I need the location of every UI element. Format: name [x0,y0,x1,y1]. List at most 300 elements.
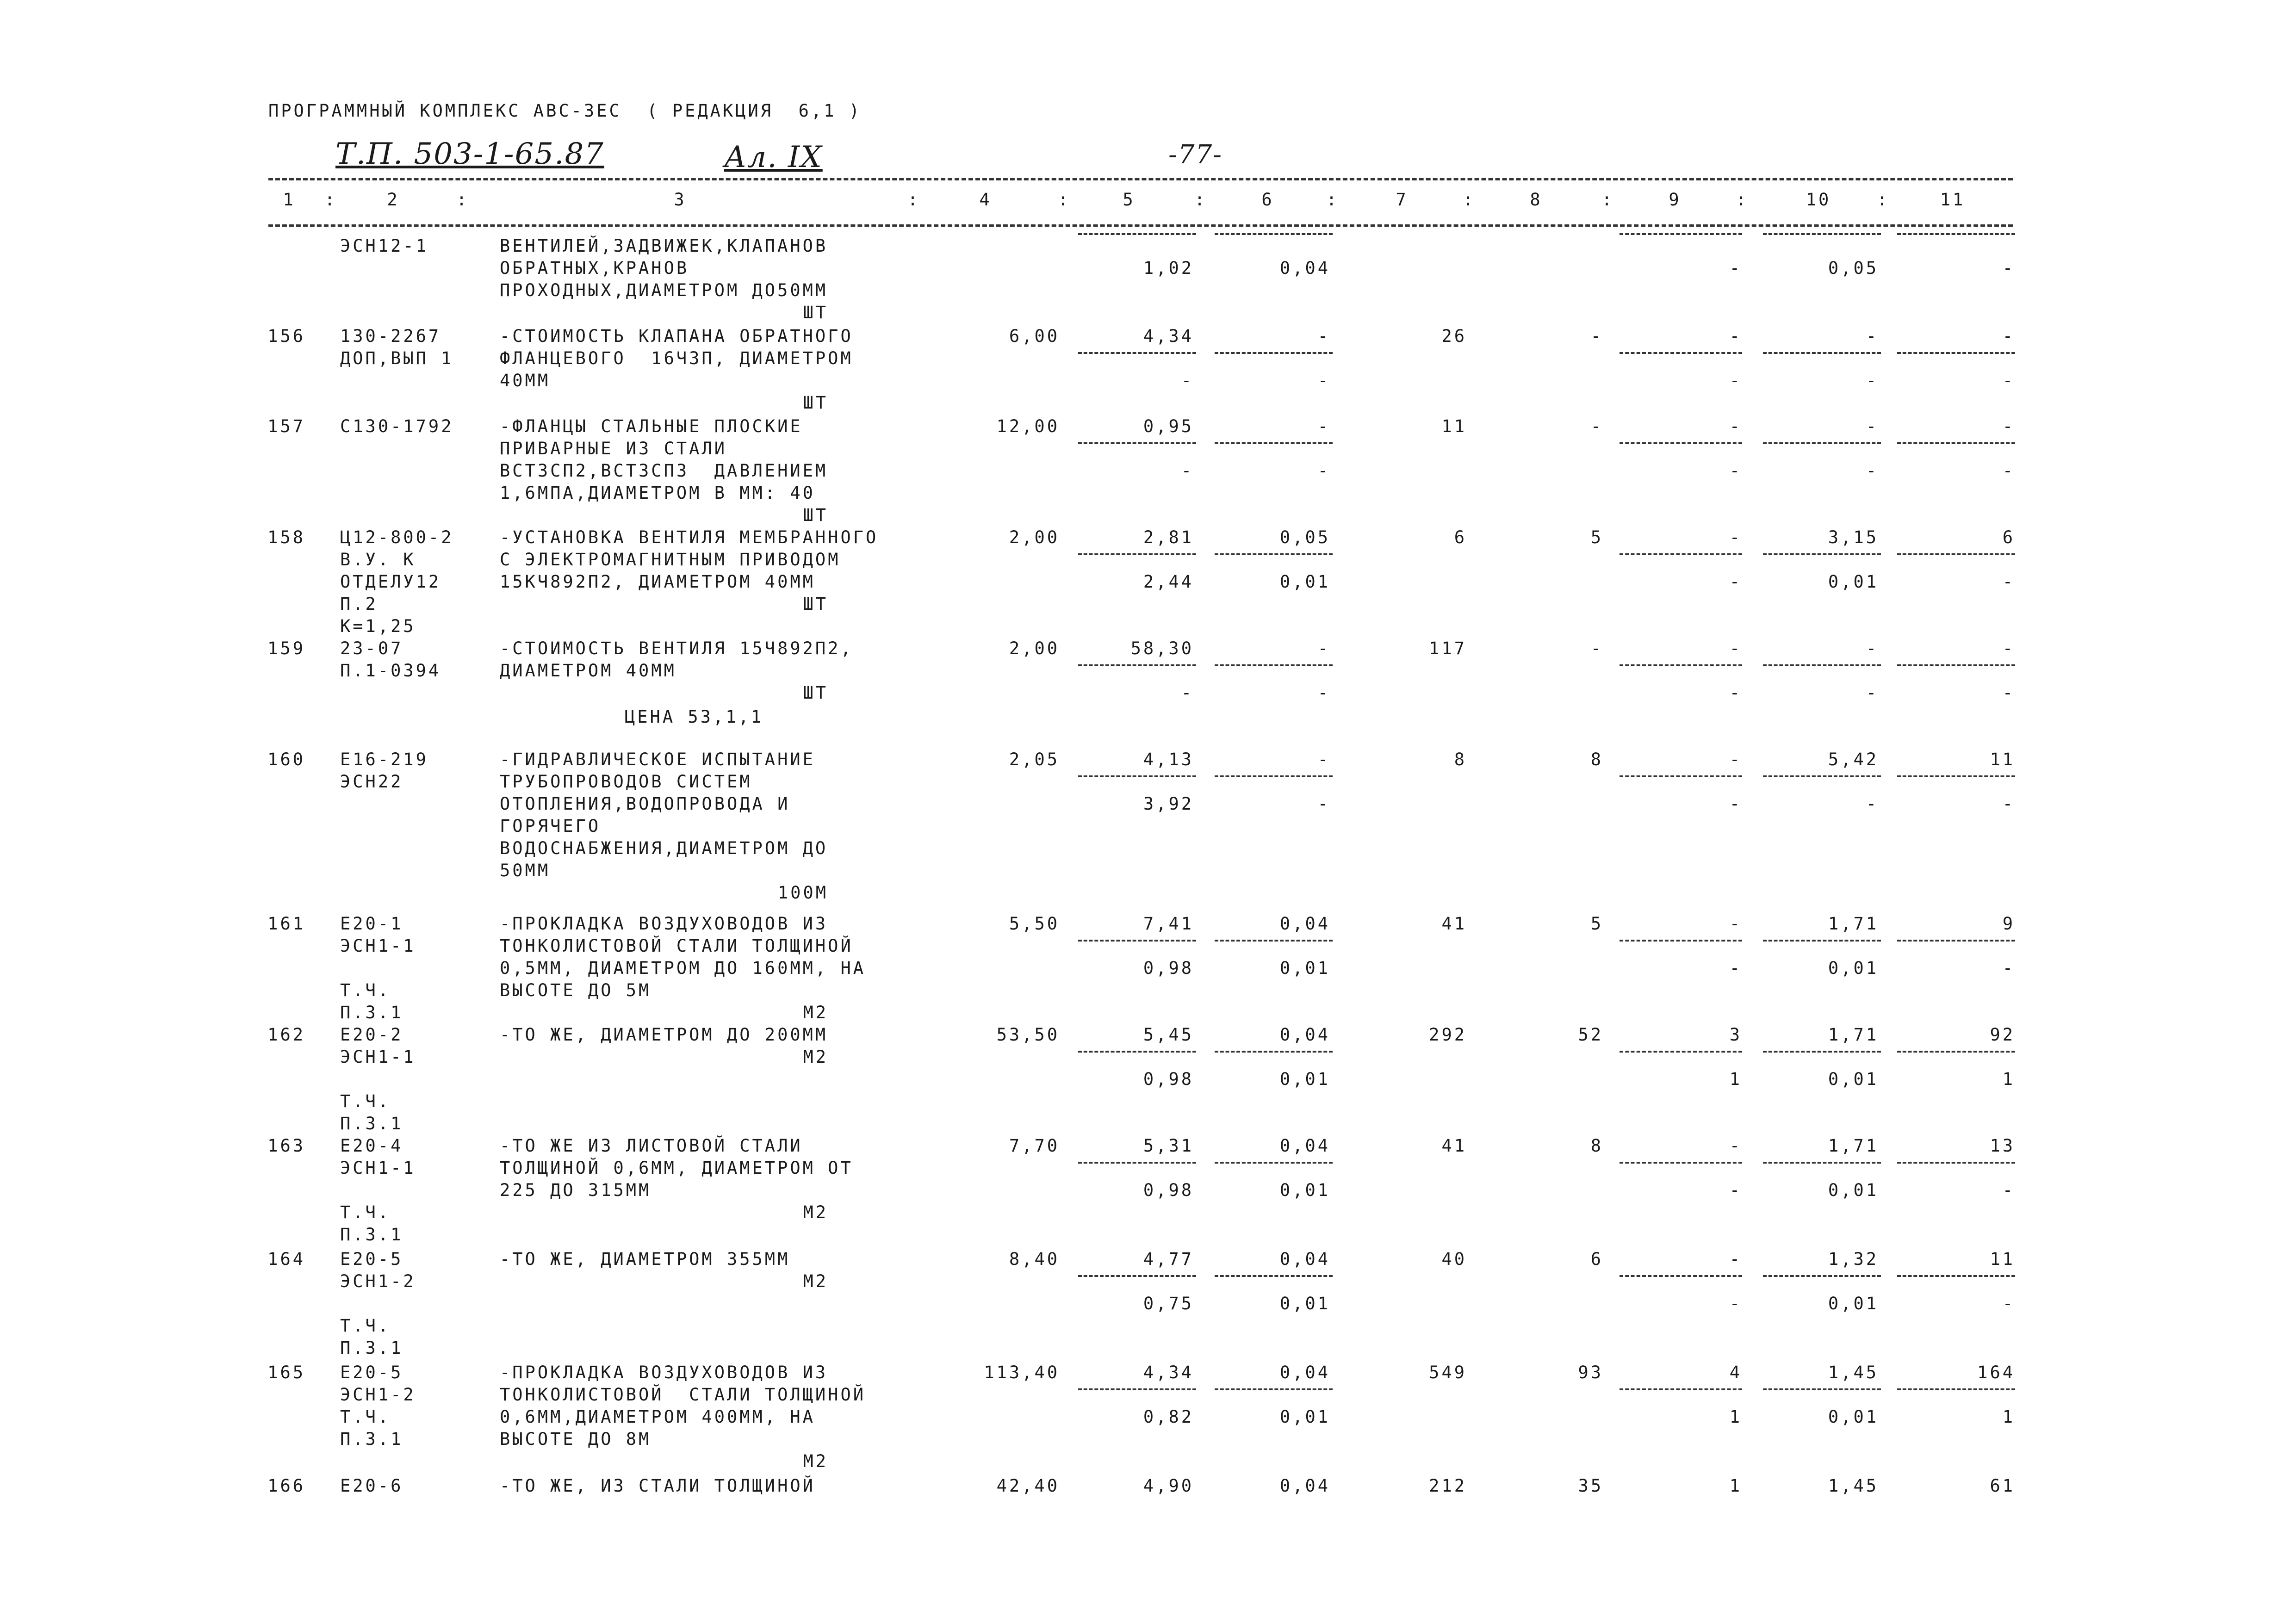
qty-cell: 53,50 [996,1025,1060,1045]
col9-cell: - [1729,416,1742,436]
row-description: -ПРОКЛАДКА ВОЗДУХОВОДОВ ИЗ [500,1363,828,1382]
col10-cell: 1,32 [1828,1249,1879,1269]
total-cost-cell: 549 [1429,1363,1467,1382]
total-wage-cell: - [1590,326,1603,346]
unit-cost-cell: 58,30 [1130,638,1194,658]
row-description: 15КЧ892П2, ДИАМЕТРОМ 40ММ [500,572,815,592]
col11-cell: 6 [2002,527,2015,547]
col11-sub-cell: - [2002,794,2015,814]
total-wage-cell: 52 [1578,1025,1603,1045]
col9-sub-cell: - [1729,683,1742,703]
split-rule-c5 [1078,442,1196,444]
album-handwritten: Ал. IX [724,140,823,174]
wage-sub-cell: 0,01 [1279,1180,1330,1200]
col10-cell: 1,71 [1828,1025,1879,1045]
row-code: Т.Ч. [340,1202,391,1222]
row-code: Т.Ч. [340,1316,391,1336]
column-header-10: 10 [1806,190,1831,210]
row-unit: ШТ [803,303,828,322]
row-code: Е20-6 [340,1476,403,1496]
column-separator: : [907,190,920,210]
split-rule-c9 [1620,1051,1742,1053]
col11-sub-cell: - [2002,371,2015,390]
wage-sub-cell: - [1317,683,1330,703]
split-rule-c9 [1620,664,1742,666]
total-wage-cell: 5 [1590,527,1603,547]
row-description: 50ММ [500,861,551,880]
row-description: -ТО ЖЕ, ДИАМЕТРОМ 355ММ [500,1249,790,1269]
col10-sub-cell: 0,05 [1828,258,1879,278]
wage-cell: - [1317,638,1330,658]
column-separator: : [1463,190,1476,210]
split-rule-c11 [1897,940,2015,942]
col9-cell: - [1729,1136,1742,1156]
split-rule-c6 [1215,940,1333,942]
wage-sub-cell: 0,01 [1279,1407,1330,1427]
row-code: 130-2267 [340,326,441,346]
split-rule-c5 [1078,352,1196,354]
unit-cost-sub-cell: 2,44 [1143,572,1194,592]
split-rule-c6 [1215,1275,1333,1277]
row-number: 161 [267,914,305,934]
wage-cell: 0,04 [1279,914,1330,934]
col10-sub-cell: - [1866,683,1879,703]
col9-sub-cell: - [1729,371,1742,390]
col11-sub-cell: - [2002,258,2015,278]
split-rule-c5 [1078,553,1196,555]
col10-cell: 5,42 [1828,750,1879,769]
unit-cost-cell: 2,81 [1143,527,1194,547]
split-rule-c11 [1897,775,2015,777]
row-code: П.2 [340,594,378,614]
column-separator: : [324,190,337,210]
row-code: ЭСН1-1 [340,1047,416,1067]
row-description: 40ММ [500,371,551,390]
unit-cost-sub-cell: 0,82 [1143,1407,1194,1427]
wage-cell: 0,04 [1279,1476,1330,1496]
row-description: ВЫСОТЕ ДО 8М [500,1429,652,1449]
split-rule-c5 [1078,1388,1196,1390]
wage-cell: 0,04 [1279,1025,1330,1045]
column-header-7: 7 [1396,190,1409,210]
row-price-ref: ЦЕНА 53,1,1 [625,707,764,727]
split-rule-c11 [1897,1388,2015,1390]
total-cost-cell: 41 [1441,914,1467,934]
row-code: ЭСН1-2 [340,1271,416,1291]
row-unit: ШТ [803,594,828,614]
row-description: ОТОПЛЕНИЯ,ВОДОПРОВОДА И [500,794,790,814]
unit-cost-sub-cell: 1,02 [1143,258,1194,278]
qty-cell: 42,40 [996,1476,1060,1496]
row-code: П.3.1 [340,1338,403,1358]
split-rule-c11 [1897,1162,2015,1164]
row-unit: М2 [803,1047,828,1067]
row-code: П.3.1 [340,1114,403,1134]
row-code: Е20-4 [340,1136,403,1156]
column-separator: : [1326,190,1339,210]
row-description: ПРИВАРНЫЕ ИЗ СТАЛИ [500,439,727,458]
wage-sub-cell: 0,04 [1279,258,1330,278]
split-rule-c11 [1897,442,2015,444]
col10-sub-cell: 0,01 [1828,1294,1879,1313]
wage-cell: 0,04 [1279,1249,1330,1269]
row-description: ТОНКОЛИСТОВОЙ СТАЛИ ТОЛЩИНОЙ [500,1385,866,1405]
col10-cell: 1,71 [1828,914,1879,934]
unit-cost-cell: 4,13 [1143,750,1194,769]
wage-sub-cell: - [1317,371,1330,390]
col9-cell: - [1729,1249,1742,1269]
row-code: С130-1792 [340,416,454,436]
row-description: -ПРОКЛАДКА ВОЗДУХОВОДОВ ИЗ [500,914,828,934]
qty-cell: 12,00 [996,416,1060,436]
split-rule-c11 [1897,553,2015,555]
header-top-rule [268,178,2013,180]
col11-sub-cell: - [2002,958,2015,978]
col11-sub-cell: - [2002,1180,2015,1200]
split-rule-c5 [1078,233,1196,235]
col11-sub-cell: - [2002,683,2015,703]
header-bottom-rule [268,224,2013,227]
col10-sub-cell: - [1866,461,1879,481]
total-wage-cell: 6 [1590,1249,1603,1269]
split-rule-c11 [1897,352,2015,354]
wage-sub-cell: 0,01 [1279,572,1330,592]
row-code: П.3.1 [340,1429,403,1449]
col11-cell: 92 [1990,1025,2015,1045]
row-code: Е20-2 [340,1025,403,1045]
split-rule-c9 [1620,940,1742,942]
col10-sub-cell: 0,01 [1828,1180,1879,1200]
split-rule-c9 [1620,352,1742,354]
col9-sub-cell: - [1729,258,1742,278]
row-description: -ТО ЖЕ, ДИАМЕТРОМ ДО 200ММ [500,1025,828,1045]
row-code: Е20-5 [340,1249,403,1269]
wage-cell: 0,04 [1279,1136,1330,1156]
split-rule-c10 [1763,352,1881,354]
col11-sub-cell: 1 [2002,1407,2015,1427]
unit-cost-sub-cell: 0,98 [1143,1180,1194,1200]
unit-cost-sub-cell: 3,92 [1143,794,1194,814]
split-rule-c6 [1215,553,1333,555]
unit-cost-cell: 4,34 [1143,1363,1194,1382]
qty-cell: 7,70 [1009,1136,1060,1156]
row-number: 166 [267,1476,305,1496]
row-code: П.3.1 [340,1003,403,1022]
unit-cost-cell: 5,31 [1143,1136,1194,1156]
row-number: 157 [267,416,305,436]
col10-cell: - [1866,326,1879,346]
split-rule-c6 [1215,775,1333,777]
wage-sub-cell: 0,01 [1279,1294,1330,1313]
total-cost-cell: 26 [1441,326,1467,346]
col9-sub-cell: - [1729,958,1742,978]
col11-cell: 9 [2002,914,2015,934]
row-code: ЭСН1-2 [340,1385,416,1405]
row-description: -СТОИМОСТЬ ВЕНТИЛЯ 15Ч892П2, [500,638,853,658]
unit-cost-cell: 4,34 [1143,326,1194,346]
row-description: ВЫСОТЕ ДО 5М [500,980,652,1000]
row-code: Т.Ч. [340,1091,391,1111]
split-rule-c10 [1763,233,1881,235]
split-rule-c5 [1078,1162,1196,1164]
row-code: П.1-0394 [340,661,441,681]
col9-sub-cell: - [1729,461,1742,481]
row-code: В.У. К [340,550,416,570]
row-description: ОБРАТНЫХ,КРАНОВ [500,258,689,278]
row-description: 225 ДО 315ММ [500,1180,652,1200]
total-cost-cell: 6 [1454,527,1467,547]
split-rule-c10 [1763,940,1881,942]
row-description: ФЛАНЦЕВОГО 16Ч3П, ДИАМЕТРОМ [500,348,853,368]
column-header-6: 6 [1261,190,1274,210]
row-number: 165 [267,1363,305,1382]
total-cost-cell: 212 [1429,1476,1467,1496]
col10-sub-cell: - [1866,371,1879,390]
row-unit: 100М [777,883,828,903]
program-header: ПРОГРАММНЫЙ КОМПЛЕКС АВС-ЗЕС ( РЕДАКЦИЯ 6,1 ) [268,101,862,121]
row-description: 0,5ММ, ДИАМЕТРОМ ДО 160ММ, НА [500,958,866,978]
row-description: ДИАМЕТРОМ 40ММ [500,661,676,681]
column-header-2: 2 [387,190,400,210]
col10-cell: 3,15 [1828,527,1879,547]
qty-cell: 2,05 [1009,750,1060,769]
row-description: -ТО ЖЕ, ИЗ СТАЛИ ТОЛЩИНОЙ [500,1476,815,1496]
wage-cell: 0,05 [1279,527,1330,547]
column-header-9: 9 [1669,190,1682,210]
col10-cell: 1,71 [1828,1136,1879,1156]
row-description: -СТОИМОСТЬ КЛАПАНА ОБРАТНОГО [500,326,853,346]
row-description: ВОДОСНАБЖЕНИЯ,ДИАМЕТРОМ ДО [500,838,828,858]
total-cost-cell: 117 [1429,638,1467,658]
wage-sub-cell: 0,01 [1279,958,1330,978]
unit-cost-sub-cell: - [1181,461,1194,481]
col11-cell: - [2002,326,2015,346]
split-rule-c10 [1763,1275,1881,1277]
col9-cell: - [1729,914,1742,934]
row-description: -ФЛАНЦЫ СТАЛЬНЫЕ ПЛОСКИЕ [500,416,803,436]
column-header-3: 3 [674,190,687,210]
unit-cost-sub-cell: - [1181,371,1194,390]
qty-cell: 5,50 [1009,914,1060,934]
col11-sub-cell: - [2002,1294,2015,1313]
row-unit: ШТ [803,393,828,413]
wage-cell: 0,04 [1279,1363,1330,1382]
row-description: ТРУБОПРОВОДОВ СИСТЕМ [500,772,752,792]
row-code: Т.Ч. [340,1407,391,1427]
unit-cost-sub-cell: 0,75 [1143,1294,1194,1313]
split-rule-c9 [1620,553,1742,555]
column-header-11: 11 [1940,190,1966,210]
row-number: 163 [267,1136,305,1156]
row-unit: ШТ [803,683,828,703]
total-wage-cell: - [1590,638,1603,658]
column-separator: : [1736,190,1749,210]
col11-cell: - [2002,638,2015,658]
column-header-4: 4 [979,190,992,210]
row-number: 160 [267,750,305,769]
qty-cell: 8,40 [1009,1249,1060,1269]
row-code: 23-07 [340,638,403,658]
row-description: -УСТАНОВКА ВЕНТИЛЯ МЕМБРАННОГО [500,527,879,547]
row-number: 159 [267,638,305,658]
split-rule-c5 [1078,1051,1196,1053]
column-separator: : [1877,190,1890,210]
col9-sub-cell: - [1729,1294,1742,1313]
wage-cell: - [1317,326,1330,346]
qty-cell: 113,40 [984,1363,1060,1382]
total-wage-cell: 8 [1590,1136,1603,1156]
wage-cell: - [1317,416,1330,436]
split-rule-c9 [1620,233,1742,235]
split-rule-c6 [1215,1162,1333,1164]
unit-cost-cell: 5,45 [1143,1025,1194,1045]
col9-cell: - [1729,750,1742,769]
row-description: -ТО ЖЕ ИЗ ЛИСТОВОЙ СТАЛИ [500,1136,803,1156]
split-rule-c6 [1215,233,1333,235]
split-rule-c9 [1620,442,1742,444]
split-rule-c11 [1897,664,2015,666]
col11-cell: 11 [1990,1249,2015,1269]
row-code: ЭСН22 [340,772,403,792]
row-description: ВЕНТИЛЕЙ,ЗАДВИЖЕК,КЛАПАНОВ [500,236,828,256]
total-wage-cell: 5 [1590,914,1603,934]
total-wage-cell: 8 [1590,750,1603,769]
col11-cell: - [2002,416,2015,436]
row-unit: М2 [803,1003,828,1022]
wage-sub-cell: - [1317,461,1330,481]
col9-sub-cell: - [1729,1180,1742,1200]
split-rule-c5 [1078,940,1196,942]
split-rule-c11 [1897,1051,2015,1053]
split-rule-c5 [1078,664,1196,666]
split-rule-c10 [1763,553,1881,555]
row-description: -ГИДРАВЛИЧЕСКОЕ ИСПЫТАНИЕ [500,750,815,769]
col11-sub-cell: - [2002,572,2015,592]
row-unit: М2 [803,1202,828,1222]
row-description: ГОРЯЧЕГО [500,816,601,836]
row-unit: ШТ [803,505,828,525]
split-rule-c10 [1763,1388,1881,1390]
col11-sub-cell: 1 [2002,1069,2015,1089]
unit-cost-sub-cell: 0,98 [1143,1069,1194,1089]
row-code: ЭСН1-1 [340,1158,416,1178]
wage-cell: - [1317,750,1330,769]
column-separator: : [456,190,469,210]
unit-cost-cell: 0,95 [1143,416,1194,436]
split-rule-c10 [1763,442,1881,444]
qty-cell: 6,00 [1009,326,1060,346]
col10-sub-cell: 0,01 [1828,1069,1879,1089]
total-cost-cell: 292 [1429,1025,1467,1045]
wage-sub-cell: - [1317,794,1330,814]
split-rule-c11 [1897,1275,2015,1277]
split-rule-c5 [1078,775,1196,777]
split-rule-c10 [1763,1162,1881,1164]
col9-cell: - [1729,638,1742,658]
col9-cell: 3 [1729,1025,1742,1045]
col9-cell: - [1729,326,1742,346]
col11-cell: 164 [1977,1363,2015,1382]
col11-sub-cell: - [2002,461,2015,481]
col10-cell: - [1866,638,1879,658]
column-separator: : [1058,190,1071,210]
row-code: Е20-1 [340,914,403,934]
qty-cell: 2,00 [1009,638,1060,658]
total-wage-cell: 35 [1578,1476,1603,1496]
col9-sub-cell: - [1729,572,1742,592]
col9-cell: - [1729,527,1742,547]
col11-cell: 13 [1990,1136,2015,1156]
row-number: 158 [267,527,305,547]
row-code: Т.Ч. [340,980,391,1000]
row-number: 162 [267,1025,305,1045]
row-description: ТОНКОЛИСТОВОЙ СТАЛИ ТОЛЩИНОЙ [500,936,853,956]
row-code: ЭСН12-1 [340,236,428,256]
column-separator: : [1194,190,1207,210]
column-header-1: 1 [283,190,296,210]
col10-sub-cell: 0,01 [1828,572,1879,592]
col11-cell: 61 [1990,1476,2015,1496]
row-number: 156 [267,326,305,346]
col9-sub-cell: 1 [1729,1069,1742,1089]
doc-code-handwritten: Т.П. 503-1-65.87 [335,137,604,171]
split-rule-c11 [1897,233,2015,235]
unit-cost-cell: 4,90 [1143,1476,1194,1496]
row-description: ПРОХОДНЫХ,ДИАМЕТРОМ ДО50ММ [500,280,828,300]
column-header-5: 5 [1123,190,1136,210]
split-rule-c6 [1215,1051,1333,1053]
split-rule-c5 [1078,1275,1196,1277]
row-description: ТОЛЩИНОЙ 0,6ММ, ДИАМЕТРОМ ОТ [500,1158,853,1178]
row-description: ВСТ3СП2,ВСТ3СП3 ДАВЛЕНИЕМ [500,461,828,481]
row-description: С ЭЛЕКТРОМАГНИТНЫМ ПРИВОДОМ [500,550,841,570]
row-unit: М2 [803,1451,828,1471]
split-rule-c10 [1763,775,1881,777]
col10-sub-cell: 0,01 [1828,1407,1879,1427]
col9-cell: 1 [1729,1476,1742,1496]
wage-sub-cell: 0,01 [1279,1069,1330,1089]
total-cost-cell: 8 [1454,750,1467,769]
total-cost-cell: 41 [1441,1136,1467,1156]
unit-cost-sub-cell: - [1181,683,1194,703]
row-code: ДОП,ВЫП 1 [340,348,454,368]
row-code: П.3.1 [340,1225,403,1245]
total-cost-cell: 11 [1441,416,1467,436]
split-rule-c9 [1620,1275,1742,1277]
col10-cell: - [1866,416,1879,436]
row-code: ОТДЕЛУ12 [340,572,441,592]
row-code: ЭСН1-1 [340,936,416,956]
row-description: 0,6ММ,ДИАМЕТРОМ 400ММ, НА [500,1407,815,1427]
row-description: 1,6МПА,ДИАМЕТРОМ В ММ: 40 [500,483,815,503]
col10-cell: 1,45 [1828,1363,1879,1382]
qty-cell: 2,00 [1009,527,1060,547]
col10-sub-cell: 0,01 [1828,958,1879,978]
split-rule-c9 [1620,1388,1742,1390]
split-rule-c10 [1763,1051,1881,1053]
row-code: К=1,25 [340,616,416,636]
split-rule-c6 [1215,442,1333,444]
unit-cost-cell: 4,77 [1143,1249,1194,1269]
total-wage-cell: - [1590,416,1603,436]
col9-sub-cell: - [1729,794,1742,814]
unit-cost-sub-cell: 0,98 [1143,958,1194,978]
row-code: Е20-5 [340,1363,403,1382]
row-code: Ц12-800-2 [340,527,454,547]
row-number: 164 [267,1249,305,1269]
total-wage-cell: 93 [1578,1363,1603,1382]
unit-cost-cell: 7,41 [1143,914,1194,934]
